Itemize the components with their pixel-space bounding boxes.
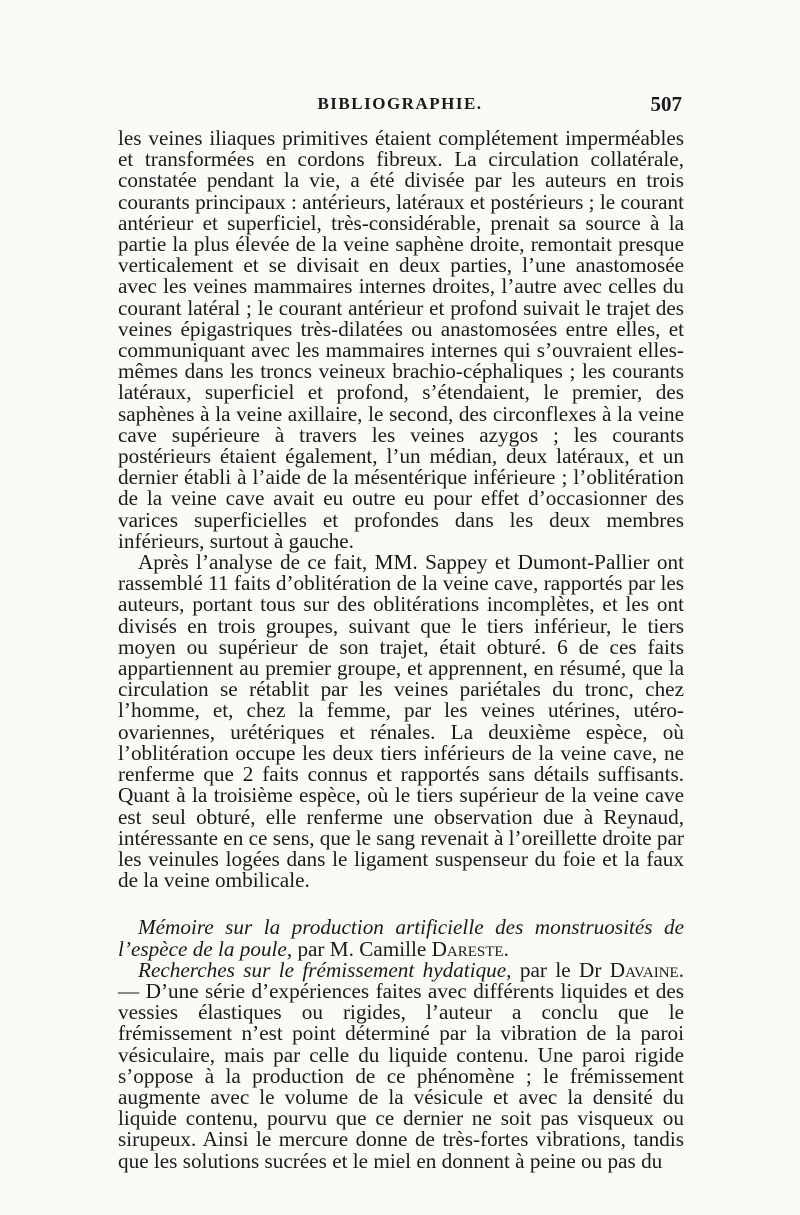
running-head (118, 94, 682, 124)
entry-title: Mémoire sur la production artificielle des monstruosités de l’espèce de la poule, (118, 915, 684, 961)
paragraph-gap (118, 891, 684, 917)
page-title: BIBLIOGRAPHIE. (317, 94, 483, 113)
paragraph-continuation: les veines iliaques primitives étaient complétement imperméables et transformées en cordons fibreux. La circulation collatérale, constatée pendant la vie, a été divisée par les auteurs en trois courants principaux : antérieurs, latéraux et postérieurs ; le courant antérieur et superficiel, très-considérable, prenait sa source à la partie la plus élevée de la veine saphène droite, remontait presque verticalement et se divisait en deux parties, l’une anastomosée avec les veines mammaires internes droites, l’autre avec celles du courant latéral ; le courant antérieur et profond suivait le trajet des veines épigastriques très-dilatées ou anastomosées entre elles, et communiquant avec les mammaires internes qui s’ouvraient elles-mêmes dans les troncs veineux brachio-céphaliques ; les courants latéraux, superficiel et profond, s’étendaient, le premier, des saphènes à la veine axillaire, le second, des circonflexes à la veine cave supérieure à travers les veines azygos ; les courants postérieurs étaient également, l’un médian, deux latéraux, et un dernier établi à l’aide de la mésentérique inférieure ; l’oblitération de la veine cave avait eu outre eu pour effet d’occasionner des varices superficielles et profondes dans les deux membres inférieurs, surtout à gauche. (118, 126, 684, 553)
entry-author: Davaine (609, 957, 679, 982)
entry-author: Dareste (431, 936, 504, 961)
paragraph-analysis: Après l’analyse de ce fait, MM. Sappey et Dumont-Pallier ont rassemblé 11 faits d’oblitération de la veine cave, rapportés par les auteurs, portant tous sur des oblitérations incomplètes, et les ont divisés en trois groupes, suivant que le tiers inférieur, le tiers moyen ou supérieur de son trajet, était obturé. 6 de ces faits appartiennent au premier groupe, et apprennent, en résumé, que la circulation se rétablit par les veines pariétales du tronc, chez l’homme, et, chez la femme, par les veines utérines, utéro-ovariennes, urétériques et rénales. La deuxième espèce, où l’oblitération occupe les deux tiers inférieurs de la veine cave, ne renferme que 2 faits connus et rapportés sans détails suffisants. Quant à la troisième espèce, où le tiers supérieur de la veine cave est seul obturé, elle renferme une observation due à Reynaud, intéressante en ce sens, que le sang revenait à l’oreillette droite par les veinules logées dans le ligament suspenseur du foie et la faux de la veine ombilicale. (118, 550, 684, 893)
page-number: 507 (650, 92, 682, 116)
entry-title: Recherches sur le frémissement hydatique, (138, 957, 512, 982)
entry-body: . — D’une série d’expériences faites avec différents liquides et des vessies élastiques ou rigides, l’auteur a conclu que le frémissement n’est point déterminé par la vibration de la paroi vésiculaire, mais par celle du liquide contenu. Une paroi rigide s’oppose à la production de ce phénomène ; le frémissement augmente avec le volume de la vésicule et avec la densité du liquide contenu, pourvu que ce dernier ne soit pas visqueux ou sirupeux. Ainsi le mercure donne de très-fortes vibrations, tandis que les solutions sucrées et le miel en donnent à peine ou pas du (118, 957, 684, 1173)
bibliography-entry-dareste (118, 917, 684, 959)
entry-by: par M. Camille (292, 936, 432, 961)
entry-end: . (503, 936, 509, 961)
body-text (118, 128, 684, 1172)
bibliography-entry-davaine (118, 957, 684, 1173)
entry-by: par le Dr (511, 957, 610, 982)
